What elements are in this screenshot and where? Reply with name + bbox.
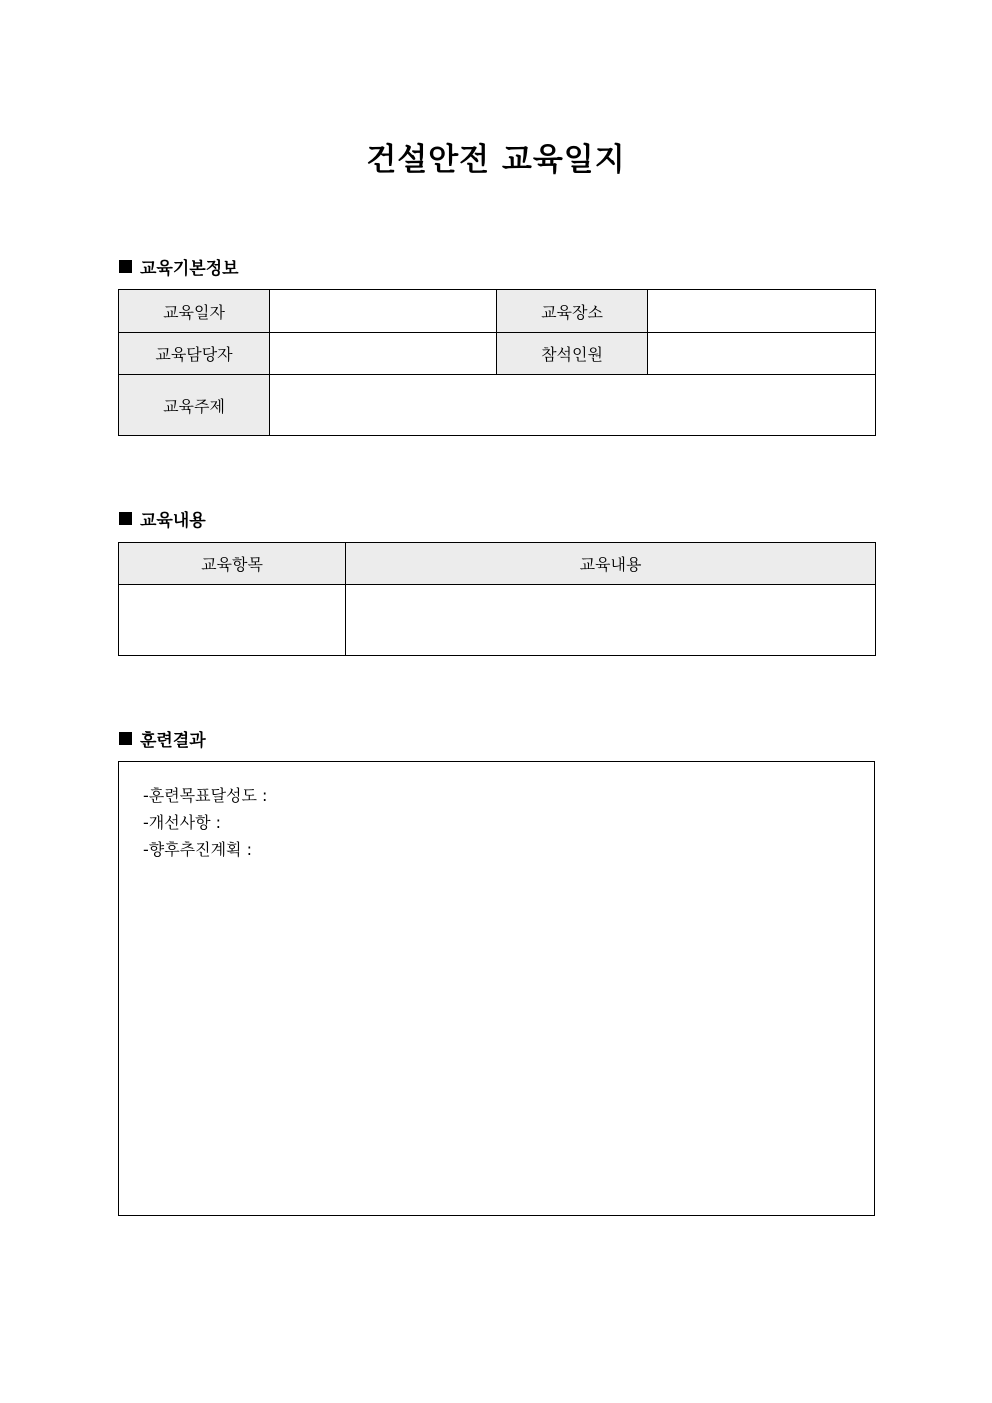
section-heading-results xyxy=(119,726,206,751)
square-bullet-icon xyxy=(119,512,132,525)
section-heading-basic-info xyxy=(119,254,239,279)
training-results-box[interactable] xyxy=(118,761,875,1216)
section-heading-label: 교육기본정보 xyxy=(140,259,239,279)
attendees-field[interactable] xyxy=(648,333,876,375)
column-header-item: 교육항목 xyxy=(119,543,346,585)
column-header-content: 교육내용 xyxy=(346,543,876,585)
education-place-label: 교육장소 xyxy=(497,290,648,333)
education-manager-field[interactable] xyxy=(270,333,497,375)
education-date-field[interactable] xyxy=(270,290,497,333)
education-topic-label: 교육주제 xyxy=(119,375,270,436)
table-row xyxy=(119,585,876,656)
table-row xyxy=(119,543,876,585)
content-table xyxy=(118,542,876,656)
education-content-field[interactable] xyxy=(346,585,876,656)
basic-info-table xyxy=(118,289,876,436)
goal-achievement-line: -훈련목표달성도 : xyxy=(143,786,268,805)
section-heading-label: 교육내용 xyxy=(140,511,206,531)
education-item-field[interactable] xyxy=(119,585,346,656)
education-place-field[interactable] xyxy=(648,290,876,333)
education-topic-field[interactable] xyxy=(270,375,876,436)
education-date-label: 교육일자 xyxy=(119,290,270,333)
future-plan-line: -향후추진계획 : xyxy=(143,840,252,859)
section-heading-content xyxy=(119,506,206,531)
section-heading-label: 훈련결과 xyxy=(140,731,206,751)
education-manager-label: 교육담당자 xyxy=(119,333,270,375)
table-row xyxy=(119,290,876,333)
attendees-label: 참석인원 xyxy=(497,333,648,375)
table-row xyxy=(119,333,876,375)
table-row xyxy=(119,375,876,436)
square-bullet-icon xyxy=(119,732,132,745)
improvements-line: -개선사항 : xyxy=(143,813,222,832)
square-bullet-icon xyxy=(119,260,132,273)
page-title: 건설안전 교육일지 xyxy=(366,142,626,178)
